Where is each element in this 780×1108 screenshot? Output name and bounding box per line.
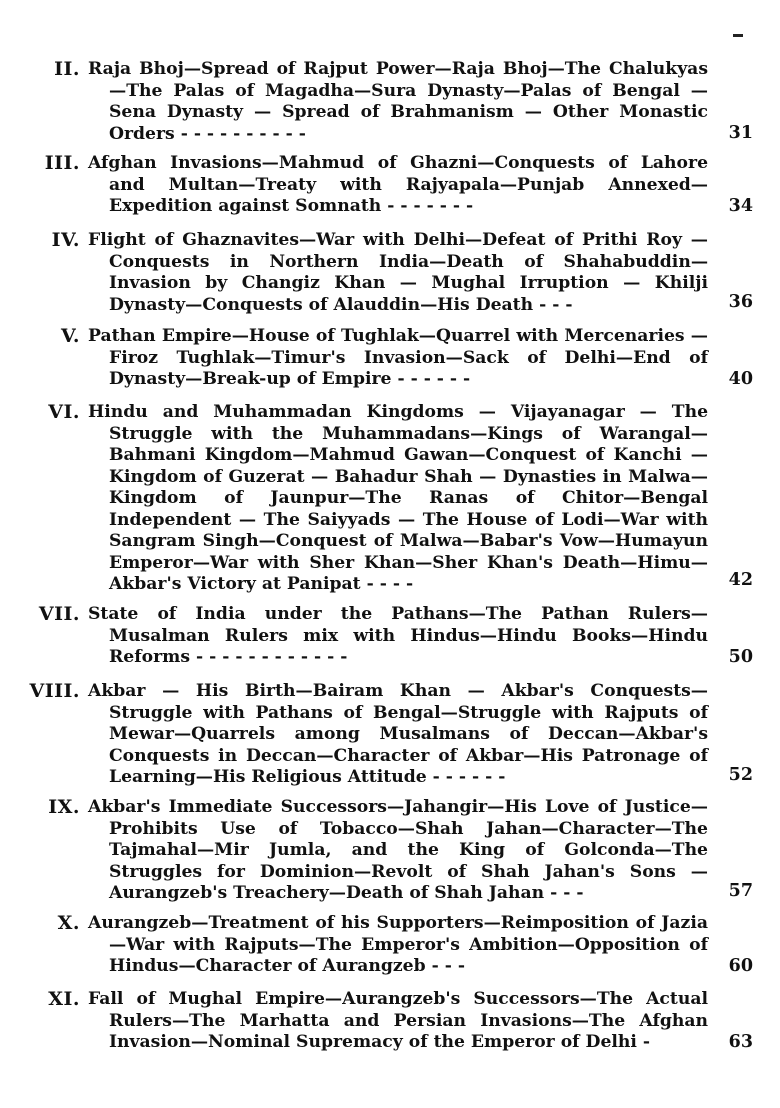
page-number: 42 [728,570,753,590]
page-number: 60 [728,956,753,976]
page-number: 40 [728,369,753,389]
chapter-summary: Afghan Invasions—Mahmud of Ghazni—Conquests of Lahore and Multan—Treaty with Rajyapala—Punjab Annexed—Expedition against Somnath - - - - - - - [88,153,708,216]
chapter-summary: Akbar's Immediate Successors—Jahangir—His Love of Justice—Prohibits Use of Tobacco—Shah Jahan—Character—The Tajmahal—Mir Jumla, and the King of Golconda—The Struggles for Dominion—Revolt of Shah Jahan's Sons —Aurangzeb's Treachery—Death of Shah Jahan - - - [88,797,708,903]
chapter-summary: Fall of Mughal Empire—Aurangzeb's Successors—The Actual Rulers—The Marhatta and Persian Invasions—The Afghan Invasion—Nominal Supremacy of the Emperor of Delhi - [88,989,708,1052]
chapter-numeral: XI. [48,988,80,1010]
chapter-numeral: VI. [48,401,80,423]
page-number: 36 [728,292,753,312]
corner-mark [733,34,743,37]
chapter-summary: State of India under the Pathans—The Pathan Rulers—Musalman Rulers mix with Hindus—Hindu Books—Hindu Reforms - - - - - - - - - - - - [88,604,708,667]
chapter-numeral: VIII. [29,680,80,702]
page-number: 34 [728,196,753,216]
chapter-summary: Raja Bhoj—Spread of Rajput Power—Raja Bhoj—The Chalukyas—The Palas of Magadha—Sura Dynasty—Palas of Bengal — Sena Dynasty — Spread of Brahmanism — Other Monastic Orders - - - - - - - - - - [88,59,708,144]
chapter-numeral: III. [44,152,80,174]
chapter-numeral: IX. [48,796,80,818]
page-number: 50 [728,647,753,667]
chapter-numeral: II. [54,58,80,80]
chapter-summary: Pathan Empire—House of Tughlak—Quarrel with Mercenaries —Firoz Tughlak—Timur's Invasion—Sack of Delhi—End of Dynasty—Break-up of Empire - - - - - - [88,326,708,389]
chapter-summary: Flight of Ghaznavites—War with Delhi—Defeat of Prithi Roy —Conquests in Northern India—Death of Shahabuddin—Invasion by Changiz Khan — Mughal Irruption — Khilji Dynasty—Conquests of Alauddin—His Death - - - [88,230,708,315]
page-number: 31 [728,123,753,143]
page-number: 63 [728,1032,753,1052]
chapter-summary: Hindu and Muhammadan Kingdoms — Vijayanagar — The Struggle with the Muhammadans—Kings of Warangal—Bahmani Kingdom—Mahmud Gawan—Conquest of Kanchi —Kingdom of Guzerat — Bahadur Shah — Dynasties in Malwa—Kingdom of Jaunpur—The Ranas of Chitor—Bengal Independent — The Saiyyads — The House of Lodi—War with Sangram Singh—Conquest of Malwa—Babar's Vow—Humayun Emperor—War with Sher Khan—Sher Khan's Death—Himu—Akbar's Victory at Panipat - - - - [88,402,708,594]
chapter-summary: Akbar — His Birth—Bairam Khan — Akbar's Conquests—Struggle with Pathans of Bengal—Struggle with Rajputs of Mewar—Quarrels among Musalmans of Deccan—Akbar's Conquests in Deccan—Character of Akbar—His Patronage of Learning—His Religious Attitude - - - - - - [88,681,708,787]
chapter-numeral: X. [57,912,80,934]
chapter-numeral: VII. [38,603,80,625]
chapter-numeral: V. [60,325,80,347]
chapter-numeral: IV. [51,229,80,251]
page-number: 52 [728,765,753,785]
page-number: 57 [728,881,753,901]
chapter-summary: Aurangzeb—Treatment of his Supporters—Reimposition of Jazia—War with Rajputs—The Emperor's Ambition—Opposition of Hindus—Character of Aurangzeb - - - [88,913,708,976]
